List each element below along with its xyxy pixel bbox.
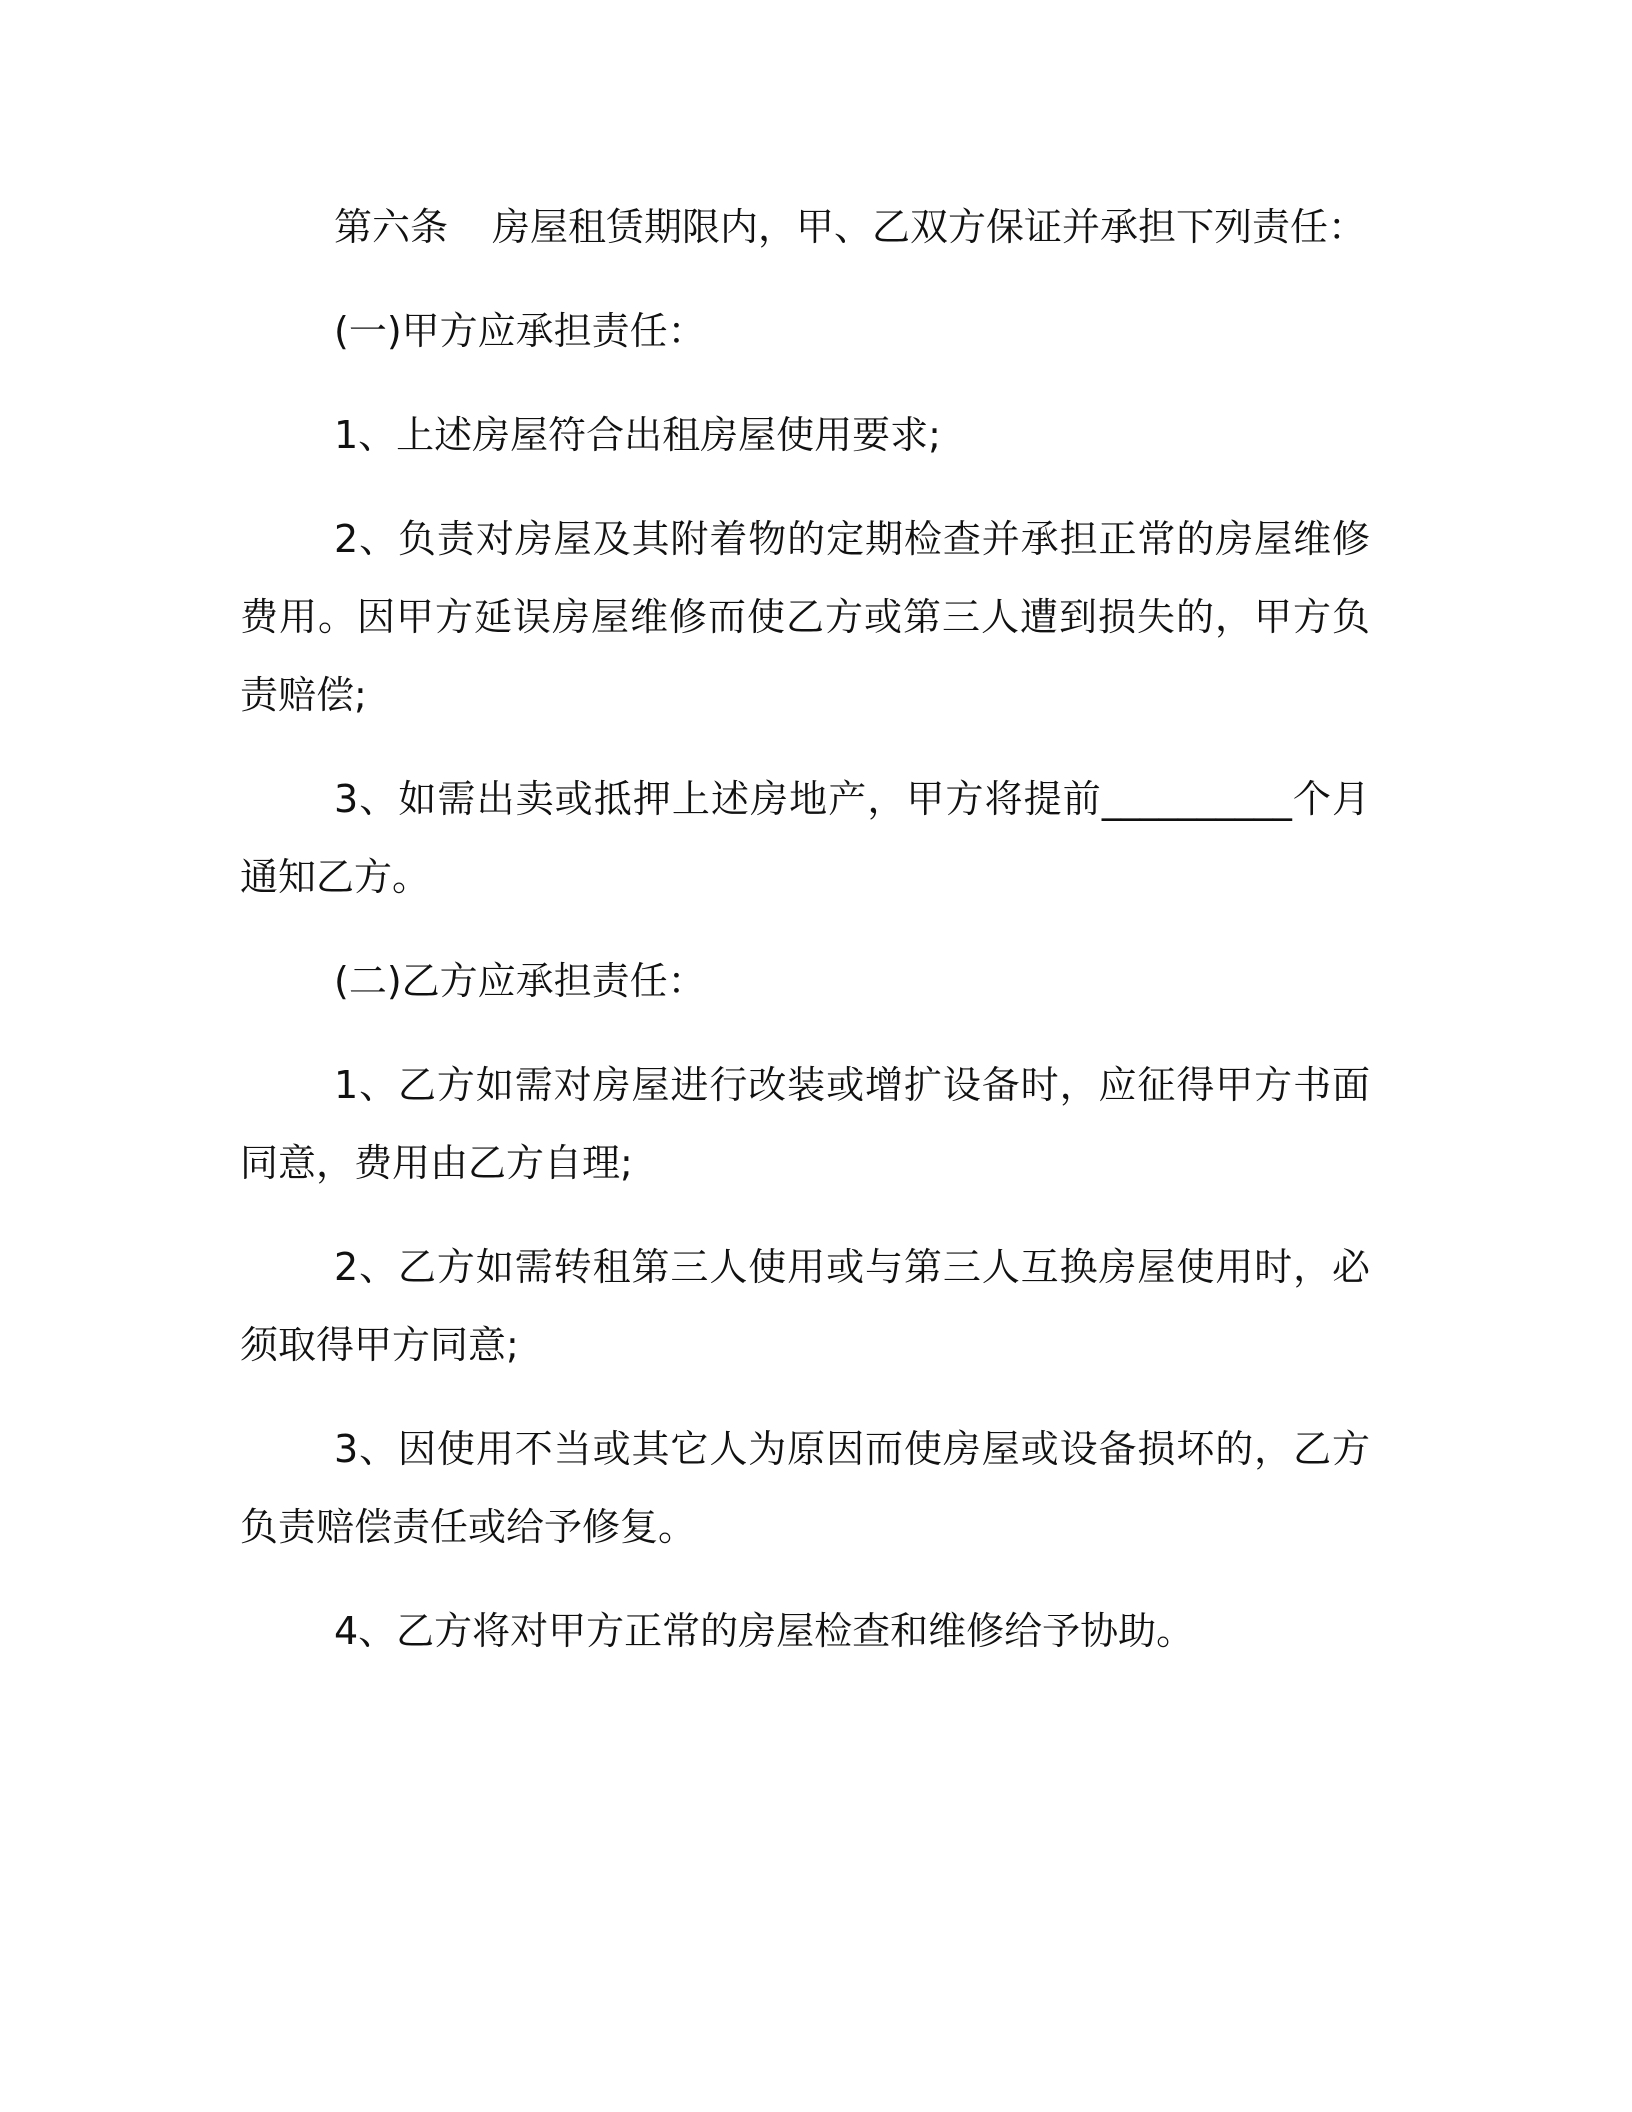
article-number: 第六条 bbox=[334, 205, 449, 249]
article-heading bbox=[240, 188, 1370, 266]
party-b-item-3: 3、因使用不当或其它人为原因而使房屋或设备损坏的，乙方负责赔偿责任或给予修复。 bbox=[240, 1427, 1370, 1549]
document-body bbox=[240, 188, 1370, 1696]
party-b-item-4: 4、乙方将对甲方正常的房屋检查和维修给予协助。 bbox=[334, 1609, 1195, 1653]
article-intro: 房屋租赁期限内，甲、乙双方保证并承担下列责任： bbox=[492, 205, 1367, 249]
party-b-heading: (二)乙方应承担责任： bbox=[334, 959, 706, 1003]
party-b-item-1: 1、乙方如需对房屋进行改装或增扩设备时，应征得甲方书面同意，费用由乙方自理; bbox=[240, 1063, 1370, 1185]
party-b-item-2: 2、乙方如需转租第三人使用或与第三人互换房屋使用时，必须取得甲方同意; bbox=[240, 1245, 1370, 1367]
party-a-item-3: 3、如需出卖或抵押上述房地产，甲方将提前__________个月通知乙方。 bbox=[240, 777, 1370, 899]
party-a-heading: (一)甲方应承担责任： bbox=[334, 309, 706, 353]
party-a-item-1: 1、上述房屋符合出租房屋使用要求; bbox=[334, 413, 941, 457]
party-a-item-2: 2、负责对房屋及其附着物的定期检查并承担正常的房屋维修费用。因甲方延误房屋维修而使乙方或第三人遭到损失的，甲方负责赔偿; bbox=[240, 517, 1370, 717]
